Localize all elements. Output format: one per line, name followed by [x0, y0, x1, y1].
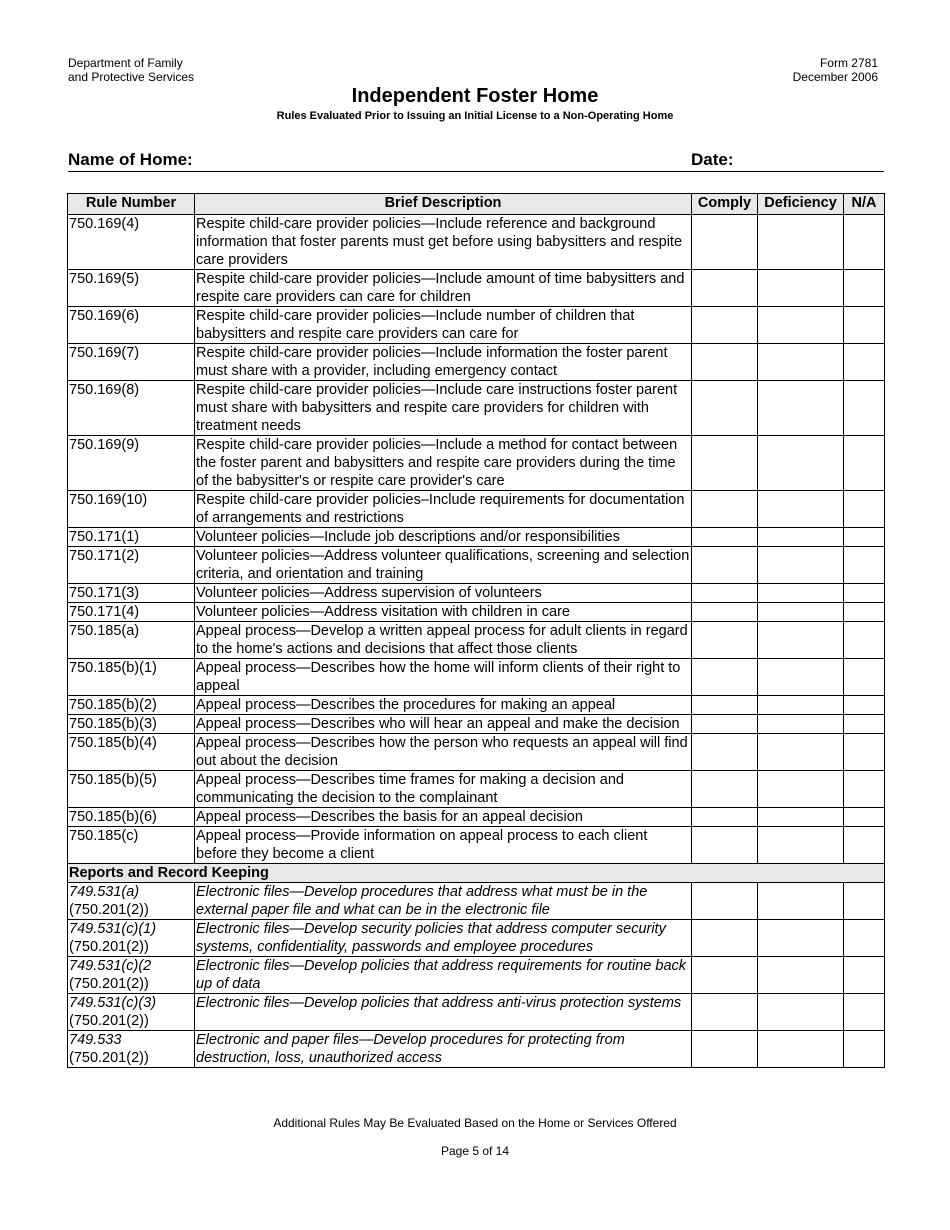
deficiency-cell[interactable] [758, 957, 844, 994]
description-cell: Respite child-care provider policies—Include information the foster parent must share with a provider, including emergency contact [195, 344, 692, 381]
na-cell[interactable] [844, 994, 885, 1031]
comply-cell[interactable] [692, 270, 758, 307]
rule-reference: (750.201(2)) [69, 976, 149, 992]
comply-cell[interactable] [692, 547, 758, 584]
rule-number-cell: 750.171(4) [68, 603, 195, 622]
rule-number-cell: 750.169(9) [68, 436, 195, 491]
description-cell: Appeal process—Provide information on appeal process to each client before they become a client [195, 827, 692, 864]
na-cell[interactable] [844, 215, 885, 270]
deficiency-cell[interactable] [758, 715, 844, 734]
table-row [68, 622, 885, 659]
description-cell: Electronic files—Develop security policies that address computer security systems, confidentiality, passwords and employee procedures [195, 920, 692, 957]
comply-cell[interactable] [692, 584, 758, 603]
description-cell: Electronic and paper files—Develop procedures for protecting from destruction, loss, unauthorized access [195, 1031, 692, 1068]
na-cell[interactable] [844, 603, 885, 622]
deficiency-cell[interactable] [758, 215, 844, 270]
na-cell[interactable] [844, 696, 885, 715]
rule-number-cell: 750.169(7) [68, 344, 195, 381]
na-cell[interactable] [844, 491, 885, 528]
rule-number-cell: 750.169(10) [68, 491, 195, 528]
description-cell: Appeal process—Describes how the person who requests an appeal will find out about the decision [195, 734, 692, 771]
comply-cell[interactable] [692, 215, 758, 270]
comply-cell[interactable] [692, 344, 758, 381]
na-cell[interactable] [844, 1031, 885, 1068]
comply-cell[interactable] [692, 715, 758, 734]
deficiency-cell[interactable] [758, 270, 844, 307]
description-cell: Respite child-care provider policies—Include number of children that babysitters and respite care providers can care for [195, 307, 692, 344]
na-cell[interactable] [844, 827, 885, 864]
col-deficiency: Deficiency [758, 194, 844, 215]
description-cell: Volunteer policies—Include job descriptions and/or responsibilities [195, 528, 692, 547]
comply-cell[interactable] [692, 734, 758, 771]
description-cell: Appeal process—Describes how the home will inform clients of their right to appeal [195, 659, 692, 696]
comply-cell[interactable] [692, 771, 758, 808]
table-row [68, 715, 885, 734]
deficiency-cell[interactable] [758, 491, 844, 528]
table-row [68, 771, 885, 808]
table-row [68, 270, 885, 307]
table-row [68, 808, 885, 827]
comply-cell[interactable] [692, 622, 758, 659]
table-row [68, 1031, 885, 1068]
na-cell[interactable] [844, 659, 885, 696]
agency-line-1: Department of Family [68, 56, 183, 70]
comply-cell[interactable] [692, 1031, 758, 1068]
section-header-row [68, 864, 885, 883]
deficiency-cell[interactable] [758, 307, 844, 344]
table-row [68, 603, 885, 622]
description-cell: Volunteer policies—Address volunteer qualifications, screening and selection criteria, and orientation and training [195, 547, 692, 584]
description-cell: Respite child-care provider policies—Include a method for contact between the foster parent and babysitters and respite care providers during the time of the babysitter's or respite care provider's care [195, 436, 692, 491]
na-cell[interactable] [844, 622, 885, 659]
deficiency-cell[interactable] [758, 622, 844, 659]
table-row [68, 584, 885, 603]
form-number: Form 2781 [819, 56, 878, 70]
description-cell: Appeal process—Describes time frames for making a decision and communicating the decision to the complainant [195, 771, 692, 808]
rule-number-cell: 750.185(a) [68, 622, 195, 659]
table-row [68, 994, 885, 1031]
description-cell: Appeal process—Develop a written appeal process for adult clients in regard to the home's actions and decisions that affect those clients [195, 622, 692, 659]
na-cell[interactable] [844, 381, 885, 436]
deficiency-cell[interactable] [758, 883, 844, 920]
table-row [68, 957, 885, 994]
description-cell: Volunteer policies—Address supervision of volunteers [195, 584, 692, 603]
comply-cell[interactable] [692, 696, 758, 715]
comply-cell[interactable] [692, 883, 758, 920]
col-comply: Comply [692, 194, 758, 215]
na-cell[interactable] [844, 270, 885, 307]
deficiency-cell[interactable] [758, 771, 844, 808]
rule-number-cell: 750.169(4) [68, 215, 195, 270]
deficiency-cell[interactable] [758, 920, 844, 957]
rule-number-cell [68, 883, 195, 920]
name-of-home-label: Name of Home: [68, 150, 193, 169]
rule-number-cell: 750.169(8) [68, 381, 195, 436]
agency-name [68, 56, 194, 84]
table-row [68, 344, 885, 381]
agency-line-2: and Protective Services [68, 70, 195, 84]
rule-number-cell: 750.169(5) [68, 270, 195, 307]
form-info [793, 56, 878, 84]
deficiency-cell[interactable] [758, 696, 844, 715]
rule-number-cell: 750.185(b)(2) [68, 696, 195, 715]
rule-number-cell [68, 1031, 195, 1068]
comply-cell[interactable] [692, 307, 758, 344]
comply-cell[interactable] [692, 528, 758, 547]
table-row [68, 436, 885, 491]
description-cell: Electronic files—Develop procedures that address what must be in the external paper file and what can be in the electronic file [195, 883, 692, 920]
rule-number-cell: 750.185(b)(3) [68, 715, 195, 734]
table-row [68, 696, 885, 715]
rules-table [67, 193, 885, 1068]
table-row [68, 734, 885, 771]
na-cell[interactable] [844, 547, 885, 584]
rule-reference: (750.201(2)) [69, 1013, 149, 1029]
na-cell[interactable] [844, 734, 885, 771]
description-cell: Respite child-care provider policies—Include reference and background information that foster parents must get before using babysitters and respite care providers [195, 215, 692, 270]
page-subtitle: Rules Evaluated Prior to Issuing an Initial License to a Non-Operating Home [276, 110, 674, 122]
na-cell[interactable] [844, 771, 885, 808]
col-rule-number: Rule Number [68, 194, 195, 215]
table-row [68, 827, 885, 864]
rule-number: 749.531(c)(1) [69, 921, 157, 937]
comply-cell[interactable] [692, 808, 758, 827]
na-cell[interactable] [844, 307, 885, 344]
na-cell[interactable] [844, 528, 885, 547]
section-title: Reports and Record Keeping [68, 864, 885, 883]
rule-number-cell: 750.171(2) [68, 547, 195, 584]
na-cell[interactable] [844, 808, 885, 827]
table-header-row [68, 194, 885, 215]
description-cell: Respite child-care provider policies–Include requirements for documentation of arrangements and restrictions [195, 491, 692, 528]
na-cell[interactable] [844, 957, 885, 994]
comply-cell[interactable] [692, 381, 758, 436]
form-date: December 2006 [792, 70, 878, 84]
table-row [68, 307, 885, 344]
comply-cell[interactable] [692, 994, 758, 1031]
deficiency-cell[interactable] [758, 827, 844, 864]
deficiency-cell[interactable] [758, 1031, 844, 1068]
deficiency-cell[interactable] [758, 344, 844, 381]
description-cell: Appeal process—Describes the basis for an appeal decision [195, 808, 692, 827]
comply-cell[interactable] [692, 920, 758, 957]
col-brief-description: Brief Description [195, 194, 692, 215]
date-label: Date: [691, 150, 734, 169]
table-body [68, 215, 885, 1068]
rule-number-cell: 750.185(b)(6) [68, 808, 195, 827]
rule-number-cell: 750.185(b)(5) [68, 771, 195, 808]
comply-cell[interactable] [692, 491, 758, 528]
deficiency-cell[interactable] [758, 994, 844, 1031]
table-row [68, 920, 885, 957]
rule-number-cell [68, 957, 195, 994]
description-cell: Electronic files—Develop policies that address anti-virus protection systems [195, 994, 692, 1031]
rule-number-cell: 750.185(c) [68, 827, 195, 864]
table-row [68, 381, 885, 436]
rule-number-cell: 750.185(b)(1) [68, 659, 195, 696]
rule-number-cell: 750.169(6) [68, 307, 195, 344]
rule-number-cell: 750.171(1) [68, 528, 195, 547]
na-cell[interactable] [844, 344, 885, 381]
page-number: Page 5 of 14 [440, 1144, 510, 1158]
deficiency-cell[interactable] [758, 381, 844, 436]
rule-number-cell: 750.185(b)(4) [68, 734, 195, 771]
description-cell: Volunteer policies—Address visitation with children in care [195, 603, 692, 622]
na-cell[interactable] [844, 715, 885, 734]
rule-number: 749.531(c)(2 [69, 958, 152, 974]
deficiency-cell[interactable] [758, 584, 844, 603]
description-cell: Appeal process—Describes who will hear an appeal and make the decision [195, 715, 692, 734]
na-cell[interactable] [844, 436, 885, 491]
deficiency-cell[interactable] [758, 436, 844, 491]
rule-reference: (750.201(2)) [69, 939, 149, 955]
table-row [68, 215, 885, 270]
comply-cell[interactable] [692, 659, 758, 696]
rule-number-cell: 750.171(3) [68, 584, 195, 603]
comply-cell[interactable] [692, 957, 758, 994]
name-date-row [68, 150, 884, 172]
deficiency-cell[interactable] [758, 808, 844, 827]
table-row [68, 659, 885, 696]
footer-note: Additional Rules May Be Evaluated Based on the Home or Services Offered [273, 1116, 677, 1130]
rule-number: 749.531(c)(3) [69, 995, 157, 1011]
rule-number-cell [68, 920, 195, 957]
rule-reference: (750.201(2)) [69, 902, 149, 918]
description-cell: Respite child-care provider policies—Include care instructions foster parent must share with babysitters and respite care providers for children with treatment needs [195, 381, 692, 436]
col-na: N/A [844, 194, 885, 215]
table-row [68, 528, 885, 547]
rule-reference: (750.201(2)) [69, 1050, 149, 1066]
deficiency-cell[interactable] [758, 659, 844, 696]
comply-cell[interactable] [692, 827, 758, 864]
comply-cell[interactable] [692, 436, 758, 491]
rule-number: 749.533 [69, 1032, 122, 1048]
table-row [68, 491, 885, 528]
description-cell: Appeal process—Describes the procedures for making an appeal [195, 696, 692, 715]
na-cell[interactable] [844, 584, 885, 603]
na-cell[interactable] [844, 920, 885, 957]
deficiency-cell[interactable] [758, 547, 844, 584]
comply-cell[interactable] [692, 603, 758, 622]
deficiency-cell[interactable] [758, 528, 844, 547]
rule-number: 749.531(a) [69, 884, 140, 900]
table-row [68, 883, 885, 920]
rule-number-cell [68, 994, 195, 1031]
description-cell: Electronic files—Develop policies that address requirements for routine back up of data [195, 957, 692, 994]
page-title: Independent Foster Home [351, 85, 599, 107]
deficiency-cell[interactable] [758, 603, 844, 622]
na-cell[interactable] [844, 883, 885, 920]
description-cell: Respite child-care provider policies—Include amount of time babysitters and respite care providers can care for children [195, 270, 692, 307]
deficiency-cell[interactable] [758, 734, 844, 771]
table-row [68, 547, 885, 584]
